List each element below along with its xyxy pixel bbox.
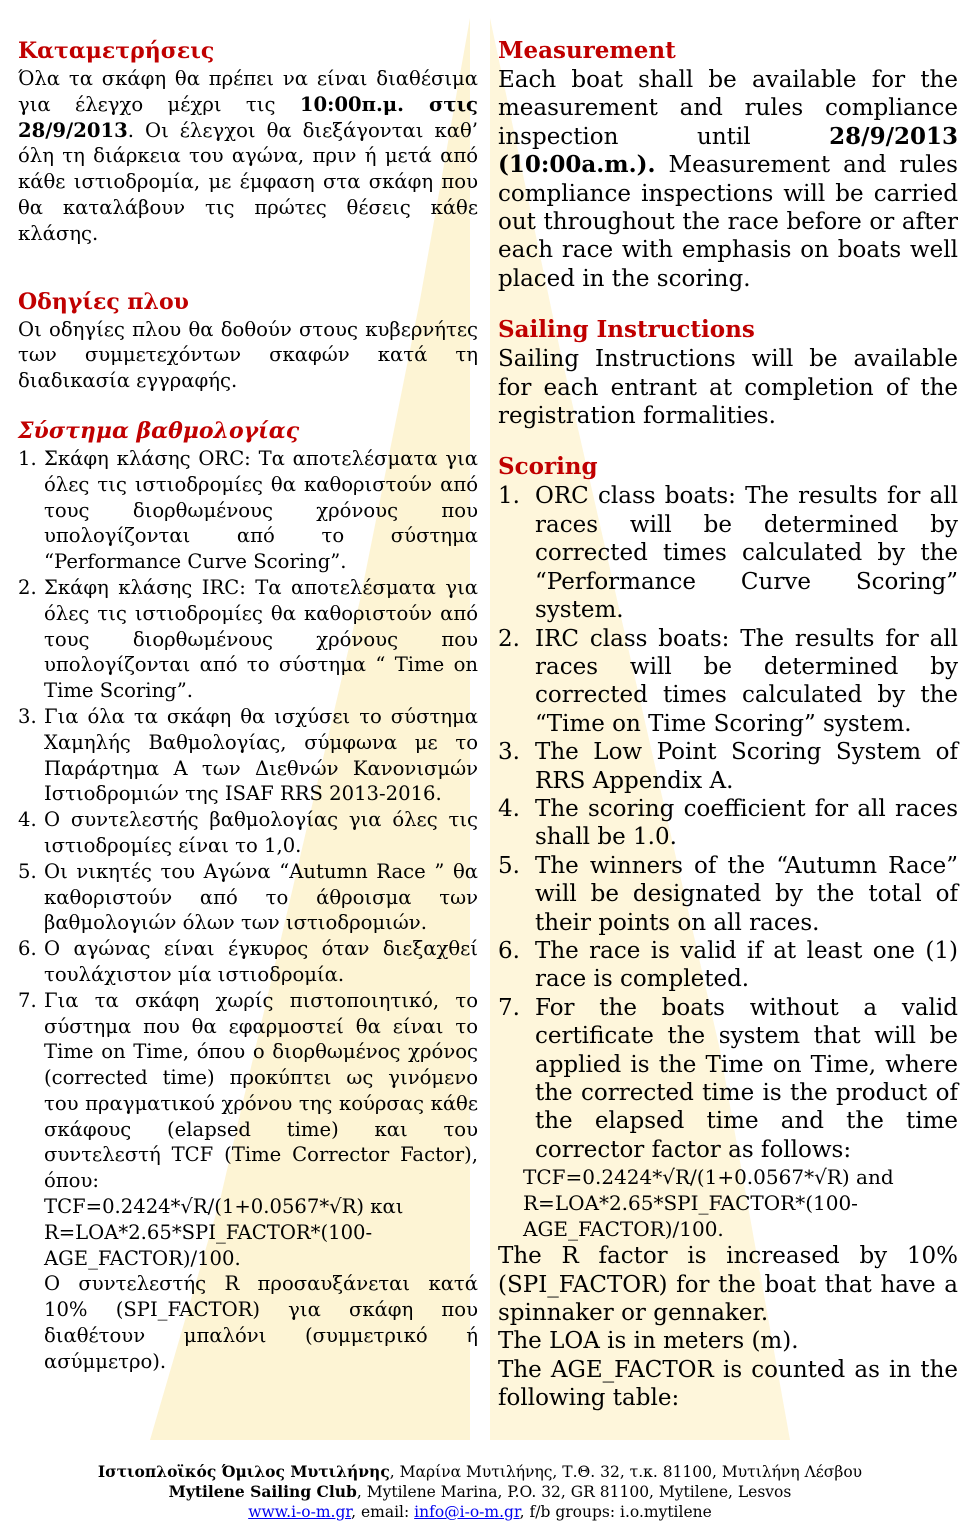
text-run: Measurement and rules compliance inspections will be carried out throughout the race before or after each race with emphasis on boats well placed in the scoring. [498, 152, 958, 292]
text-run: Όλα τα σκάφη θα πρέπει να είναι διαθέσιμα για έλεγχο μέχρι τις [18, 67, 478, 116]
list-item [498, 994, 958, 1164]
list-text: Για τα σκάφη χωρίς πιστοποιητικό, το σύστημα που θα εφαρμοστεί θα είναι το Time on Time, όπου ο διορθωμένος χρόνος (corrected time) προκύπτει ως γινόμενο του πραγματικού χρόνου της κούρσας κάθε σκάφους (elapsed time) και του συντελεστή TCF (Time Corrector Factor), όπου: [44, 988, 478, 1193]
list-number: 6. [18, 937, 37, 961]
email-link[interactable]: info@i-o-m.gr [414, 1503, 520, 1521]
facebook-groups: , f/b groups: i.o.mytilene [519, 1503, 712, 1521]
list-item [498, 852, 958, 937]
list-text: Σκάφη κλάσης ORC: Τα αποτελέσματα για όλες τις ιστιοδρομίες θα καθοριστούν από τους διορθωμένους χρόνους που υπολογίζονται από το σύστημα “Performance Curve Scoring”. [44, 446, 478, 574]
greek-measurement-text [18, 66, 478, 247]
list-number: 7. [18, 988, 37, 1012]
list-number: 1. [18, 446, 37, 470]
footer [0, 1462, 960, 1522]
english-scoring-list [498, 482, 958, 1164]
greek-measurement-section [18, 36, 478, 247]
english-sailing-section [498, 315, 958, 430]
address-greek: , Μαρίνα Μυτιλήνης, Τ.Θ. 32, τ.κ. 81100, Μυτιλήνη Λέσβου [389, 1463, 863, 1481]
list-item [18, 859, 478, 936]
list-item [18, 988, 478, 1194]
greek-column [18, 36, 478, 1397]
list-number: 4. [18, 808, 37, 832]
list-number: 7. [498, 994, 520, 1021]
greek-scoring-section [18, 416, 478, 1375]
greek-formula-r: R=LOA*2.65*SPI_FACTOR*(100-AGE_FACTOR)/100. [44, 1220, 373, 1270]
text-run: . Οι έλεγχοι θα διεξάγονται καθ’ όλη τη διάρκεια του αγώνα, πριν ή μετά από κάθε ιστιοδρομία, με έμφαση στα σκάφη που θα καταλάβουν τις πρώτες θέσεις κάθε κλάσης. [18, 118, 478, 245]
list-item [18, 446, 478, 575]
list-item [498, 937, 958, 994]
list-number: 2. [498, 625, 520, 652]
list-text: The winners of the “Autumn Race” will be designated by the total of their points on all races. [535, 852, 958, 936]
list-number: 1. [498, 483, 520, 510]
list-text: Ο συντελεστής βαθμολογίας για όλες τις ιστιοδρομίες είναι το 1,0. [44, 808, 478, 857]
list-number: 6. [498, 937, 520, 964]
greek-sailing-text: Οι οδηγίες πλου θα δοθούν στους κυβερνήτες των συμμετεχόντων σκαφών κατά τη διαδικασία εγγραφής. [18, 317, 478, 393]
list-text: Ο αγώνας είναι έγκυρος όταν διεξαχθεί τουλάχιστον μία ιστιοδρομία. [44, 937, 478, 986]
list-item [18, 575, 478, 704]
address-english: , Mytilene Marina, P.O. 32, GR 81100, Mytilene, Lesvos [356, 1483, 792, 1501]
list-item [498, 625, 958, 739]
english-age-note: The AGE_FACTOR is counted as in the following table: [498, 1356, 958, 1412]
deadline-bold: 10:00π.μ. στις 28/9/2013 [18, 92, 478, 142]
list-item [18, 936, 478, 988]
greek-formula-tcf: TCF=0.2424*√R/(1+0.0567*√R) και [44, 1195, 404, 1219]
club-name-english: Mytilene Sailing Club [168, 1482, 357, 1501]
english-measurement-text [498, 66, 958, 293]
list-text: Σκάφη κλάσης IRC: Τα αποτελέσματα για όλες τις ιστιοδρομίες θα καθοριστούν από τους διορθωμένους χρόνους που υπολογίζονται από το σύστημα “ Time on Time Scoring”. [44, 575, 478, 703]
list-text: IRC class boats: The results for all races will be determined by corrected times calculated by the “Time on Time Scoring” system. [535, 625, 958, 737]
list-number: 5. [498, 852, 520, 879]
english-formula-tcf: TCF=0.2424*√R/(1+0.0567*√R) and [523, 1165, 894, 1190]
deadline-bold: 28/9/2013 (10:00a.m.). [498, 122, 958, 179]
list-item [498, 482, 958, 624]
greek-sailing-heading: Οδηγίες πλου [18, 288, 189, 315]
list-text: The Low Point Scoring System of RRS Appendix A. [535, 739, 958, 794]
footer-greek-address [0, 1462, 960, 1482]
website-link[interactable]: www.i-o-m.gr [248, 1503, 352, 1521]
list-number: 4. [498, 795, 520, 822]
list-text: ORC class boats: The results for all races will be determined by corrected times calculated by the “Performance Curve Scoring” system. [535, 483, 958, 624]
list-item [18, 704, 478, 807]
list-text: Για όλα τα σκάφη θα ισχύσει το σύστημα Χαμηλής Βαθμολογίας, σύμφωνα με το Παράρτημα Α των Διεθνών Κανονισμών Ιστιοδρομιών της ISAF RRS 2013-2016. [44, 704, 478, 806]
english-sailing-heading: Sailing Instructions [498, 316, 755, 344]
footer-contact [0, 1502, 960, 1522]
list-text: For the boats without a valid certificate the system that will be applied is the Time on Time, where the corrected time is the product of the elapsed time and the time corrector factor as follows: [535, 994, 958, 1163]
english-column [498, 36, 958, 1435]
list-number: 2. [18, 575, 37, 599]
english-loa-note: The LOA is in meters (m). [498, 1328, 799, 1355]
list-item [498, 795, 958, 852]
english-scoring-heading: Scoring [498, 453, 598, 481]
english-formula-r: R=LOA*2.65*SPI_FACTOR*(100-AGE_FACTOR)/100. [523, 1191, 858, 1242]
list-text: The scoring coefficient for all races shall be 1.0. [535, 795, 958, 851]
club-name-greek: Ιστιοπλοϊκός Όμιλος Μυτιλήνης [97, 1462, 390, 1481]
list-number: 3. [498, 739, 520, 766]
english-measurement-heading: Measurement [498, 37, 676, 64]
greek-scoring-heading: Σύστημα βαθμολογίας [18, 417, 300, 444]
greek-measurement-heading: Καταμετρήσεις [18, 38, 215, 64]
greek-sailing-section [18, 287, 478, 394]
english-scoring-section [498, 452, 958, 1412]
greek-spi-note: Ο συντελεστής R προσαυξάνεται κατά 10% (SPI_FACTOR) για σκάφη που διαθέτουν μπαλόνι (συμμετρικό ή ασύμμετρο). [44, 1272, 478, 1373]
english-sailing-text: Sailing Instructions will be available for each entrant at completion of the registration formalities. [498, 346, 958, 430]
list-text: Οι νικητές του Αγώνα “Autumn Race ” θα καθοριστούν από το άθροισμα των βαθμολογιών όλων των ιστιοδρομιών. [44, 859, 478, 935]
email-label: , email: [351, 1503, 415, 1521]
footer-english-address [0, 1482, 960, 1502]
list-item [498, 738, 958, 795]
list-text: The race is valid if at least one (1) race is completed. [535, 937, 958, 993]
list-number: 3. [18, 704, 37, 728]
english-measurement-section [498, 36, 958, 293]
english-spi-note: The R factor is increased by 10% (SPI_FACTOR) for the boat that have a spinnaker or gennaker. [498, 1243, 958, 1327]
list-number: 5. [18, 859, 37, 883]
list-item [18, 807, 478, 859]
greek-scoring-list [18, 446, 478, 1194]
text-run: Each boat shall be available for the measurement and rules compliance inspection until [498, 67, 958, 150]
